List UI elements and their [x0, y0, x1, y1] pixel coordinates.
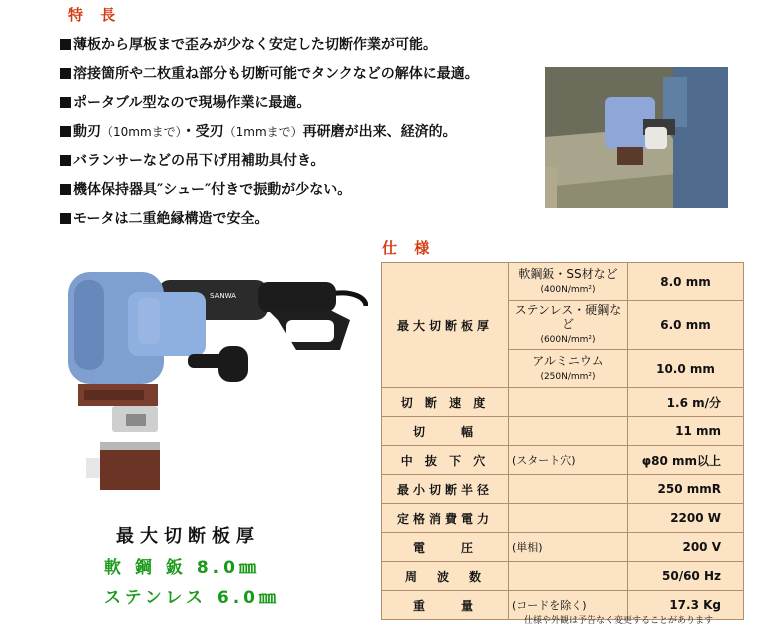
value-cell: 17.3 Kg [628, 591, 744, 620]
bullet-square-icon [60, 126, 71, 137]
bullet-square-icon [60, 97, 71, 108]
table-row [382, 417, 744, 446]
value-cell: 50/60 Hz [628, 562, 744, 591]
bullet-square-icon [60, 213, 71, 224]
table-row [382, 388, 744, 417]
note-cell [509, 417, 628, 446]
spec-table [381, 262, 744, 620]
note-cell: (単相) [509, 533, 628, 562]
shear-tool-photo [68, 258, 368, 508]
value-cell: 11 mm [628, 417, 744, 446]
value-cell: 200 V [628, 533, 744, 562]
feature-item: 動刃（10mmまで）・受刃（1mmまで）再研磨が出来、経済的。 [60, 120, 479, 149]
value-cell: 1.6 m/分 [628, 388, 744, 417]
label-cell: 重 量 [382, 591, 509, 620]
table-row [382, 562, 744, 591]
feature-item: モータは二重絶縁構造で安全。 [60, 207, 479, 236]
table-row [382, 504, 744, 533]
feature-item: バランサーなどの吊下げ用補助具付き。 [60, 149, 479, 178]
note-cell: (コードを除く) [509, 591, 628, 620]
label-cell: 切 断 速 度 [382, 388, 509, 417]
highlight-line: 軟 鋼 鈑 8.0㎜ [104, 558, 260, 578]
feature-item: ポータブル型なので現場作業に最適。 [60, 91, 479, 120]
value-cell: 250 mmR [628, 475, 744, 504]
features-heading: 特 長 [68, 6, 122, 24]
feature-item: 溶接箇所や二枚重ね部分も切断可能でタンクなどの解体に最適。 [60, 62, 479, 91]
worker-photo [545, 67, 728, 208]
material-cell: ステンレス・硬鋼など (600N/mm²) [509, 301, 628, 350]
value-cell: 6.0 mm [628, 301, 744, 350]
label-cell: 定格消費電力 [382, 504, 509, 533]
brand-label: SANWA [210, 292, 236, 300]
highlight-line: ステンレス 6.0㎜ [104, 588, 280, 608]
label-cell: 最小切断半径 [382, 475, 509, 504]
bullet-square-icon [60, 68, 71, 79]
footnote: 仕様や外観は予告なく変更することがあります [524, 616, 714, 626]
note-cell [509, 388, 628, 417]
bullet-square-icon [60, 184, 71, 195]
note-cell [509, 562, 628, 591]
spec-heading: 仕 様 [382, 239, 436, 257]
value-cell: 2200 W [628, 504, 744, 533]
label-cell: 中 抜 下 穴 [382, 446, 509, 475]
value-cell: 10.0 mm [628, 350, 744, 388]
label-cell: 切 幅 [382, 417, 509, 446]
note-cell: (スタート穴) [509, 446, 628, 475]
table-row [382, 475, 744, 504]
note-cell [509, 504, 628, 533]
feature-item: 薄板から厚板まで歪みが少なく安定した切断作業が可能。 [60, 33, 479, 62]
feature-item: 機体保持器具″シュー″付きで振動が少ない。 [60, 178, 479, 207]
bullet-square-icon [60, 39, 71, 50]
max-cut-label: 最大切断板厚 [382, 263, 509, 388]
table-row [382, 533, 744, 562]
value-cell: φ80 mm以上 [628, 446, 744, 475]
material-cell: 軟鋼鈑・SS材など (400N/mm²) [509, 263, 628, 301]
value-cell: 8.0 mm [628, 263, 744, 301]
bullet-square-icon [60, 155, 71, 166]
feature-list [60, 33, 479, 236]
label-cell: 電 圧 [382, 533, 509, 562]
label-cell: 周 波 数 [382, 562, 509, 591]
note-cell [509, 475, 628, 504]
material-cell: アルミニウム (250N/mm²) [509, 350, 628, 388]
table-row [382, 263, 744, 301]
highlight-title: 最大切断板厚 [116, 526, 260, 547]
table-row [382, 446, 744, 475]
